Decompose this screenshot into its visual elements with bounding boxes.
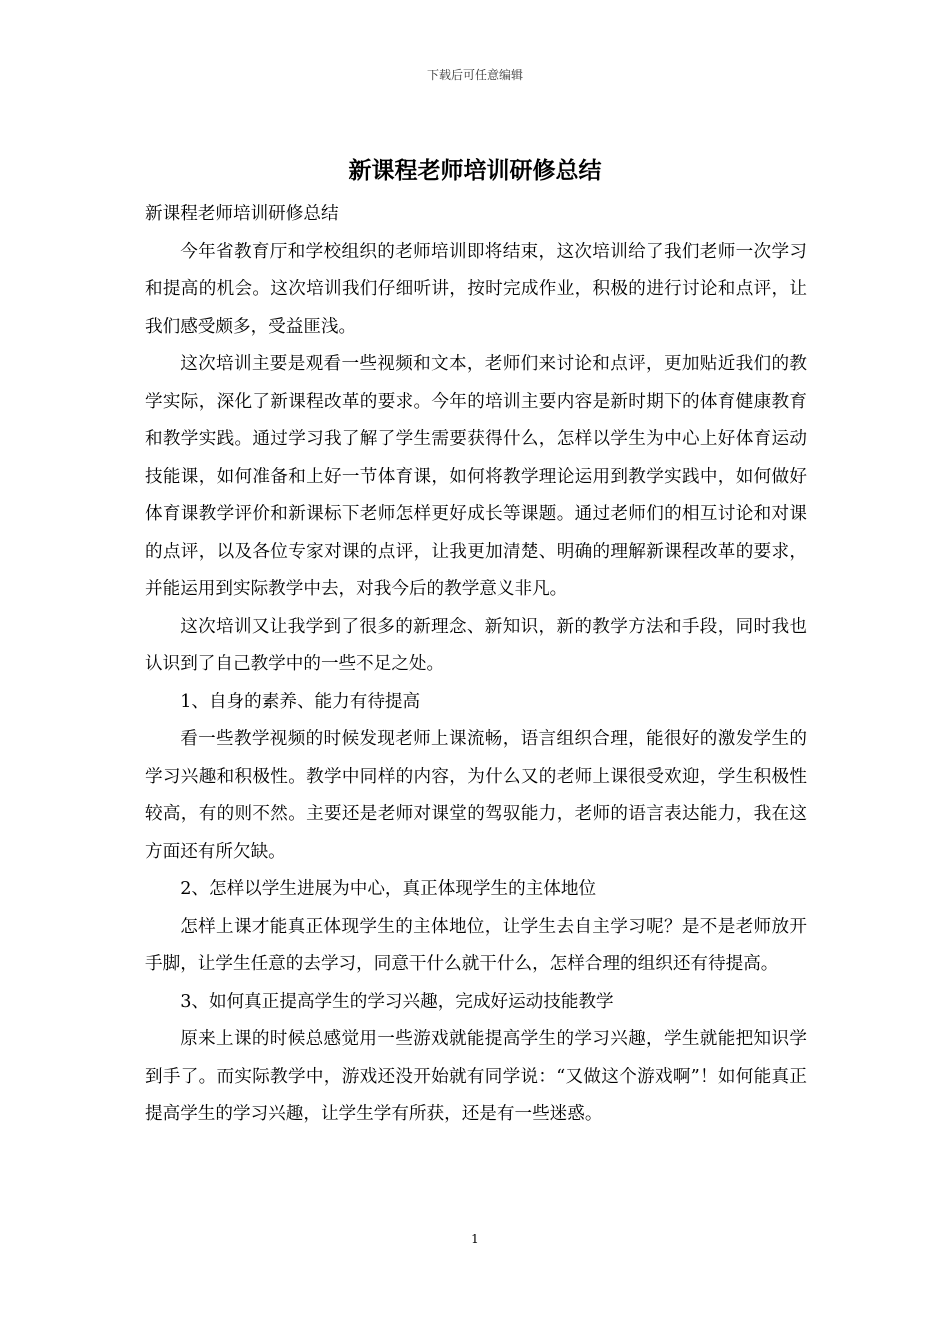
page-number: 1 [471, 1232, 479, 1246]
section-heading-1: 1、自身的素养、能力有待提高 [180, 691, 421, 712]
document-title: 新课程老师培训研修总结 [348, 157, 602, 184]
section-1-paragraph: 看一些教学视频的时候发现老师上课流畅，语言组织合理，能很好的激发学生的学习兴趣和积极性。教学中同样的内容，为什么又的老师上课很受欢迎，学生积极性较高，有的则不然。主要还是老师对课堂的驾驭能力，老师的语言表达能力，我在这方面还有所欠缺。 [145, 729, 807, 862]
section-2-paragraph: 怎样上课才能真正体现学生的主体地位，让学生去自主学习呢？是不是老师放开手脚，让学生任意的去学习，同意干什么就干什么，怎样合理的组织还有待提高。 [145, 916, 807, 974]
section-heading-3: 3、如何真正提高学生的学习兴趣，完成好运动技能教学 [180, 991, 614, 1012]
subtitle-paragraph: 新课程老师培训研修总结 [145, 204, 339, 224]
section-3-paragraph: 原来上课的时候总感觉用一些游戏就能提高学生的学习兴趣，学生就能把知识学到手了。而实际教学中，游戏还没开始就有同学说：“又做这个游戏啊”！如何能真正提高学生的学习兴趣，让学生学有所获，还是有一些迷惑。 [145, 1029, 807, 1124]
page-header-note: 下载后可任意编辑 [426, 68, 523, 82]
intro-paragraph: 今年省教育厅和学校组织的老师培训即将结束，这次培训给了我们老师一次学习和提高的机会。这次培训我们仔细听讲，按时完成作业，积极的进行讨论和点评，让我们感受颇多，受益匪浅。 [145, 241, 807, 337]
document-body [145, 196, 807, 1134]
reflection-paragraph: 这次培训又让我学到了很多的新理念、新知识，新的教学方法和手段，同时我也认识到了自己教学中的一些不足之处。 [145, 616, 807, 674]
training-content-paragraph: 这次培训主要是观看一些视频和文本，老师们来讨论和点评，更加贴近我们的教学实际，深化了新课程改革的要求。今年的培训主要内容是新时期下的体育健康教育和教学实践。通过学习我了解了学生需要获得什么，怎样以学生为中心上好体育运动技能课，如何准备和上好一节体育课，如何将教学理论运用到教学实践中，如何做好体育课教学评价和新课标下老师怎样更好成长等课题。通过老师们的相互讨论和对课的点评，以及各位专家对课的点评，让我更加清楚、明确的理解新课程改革的要求，并能运用到实际教学中去，对我今后的教学意义非凡。 [145, 354, 807, 599]
section-heading-2: 2、怎样以学生进展为中心，真正体现学生的主体地位 [180, 879, 597, 899]
